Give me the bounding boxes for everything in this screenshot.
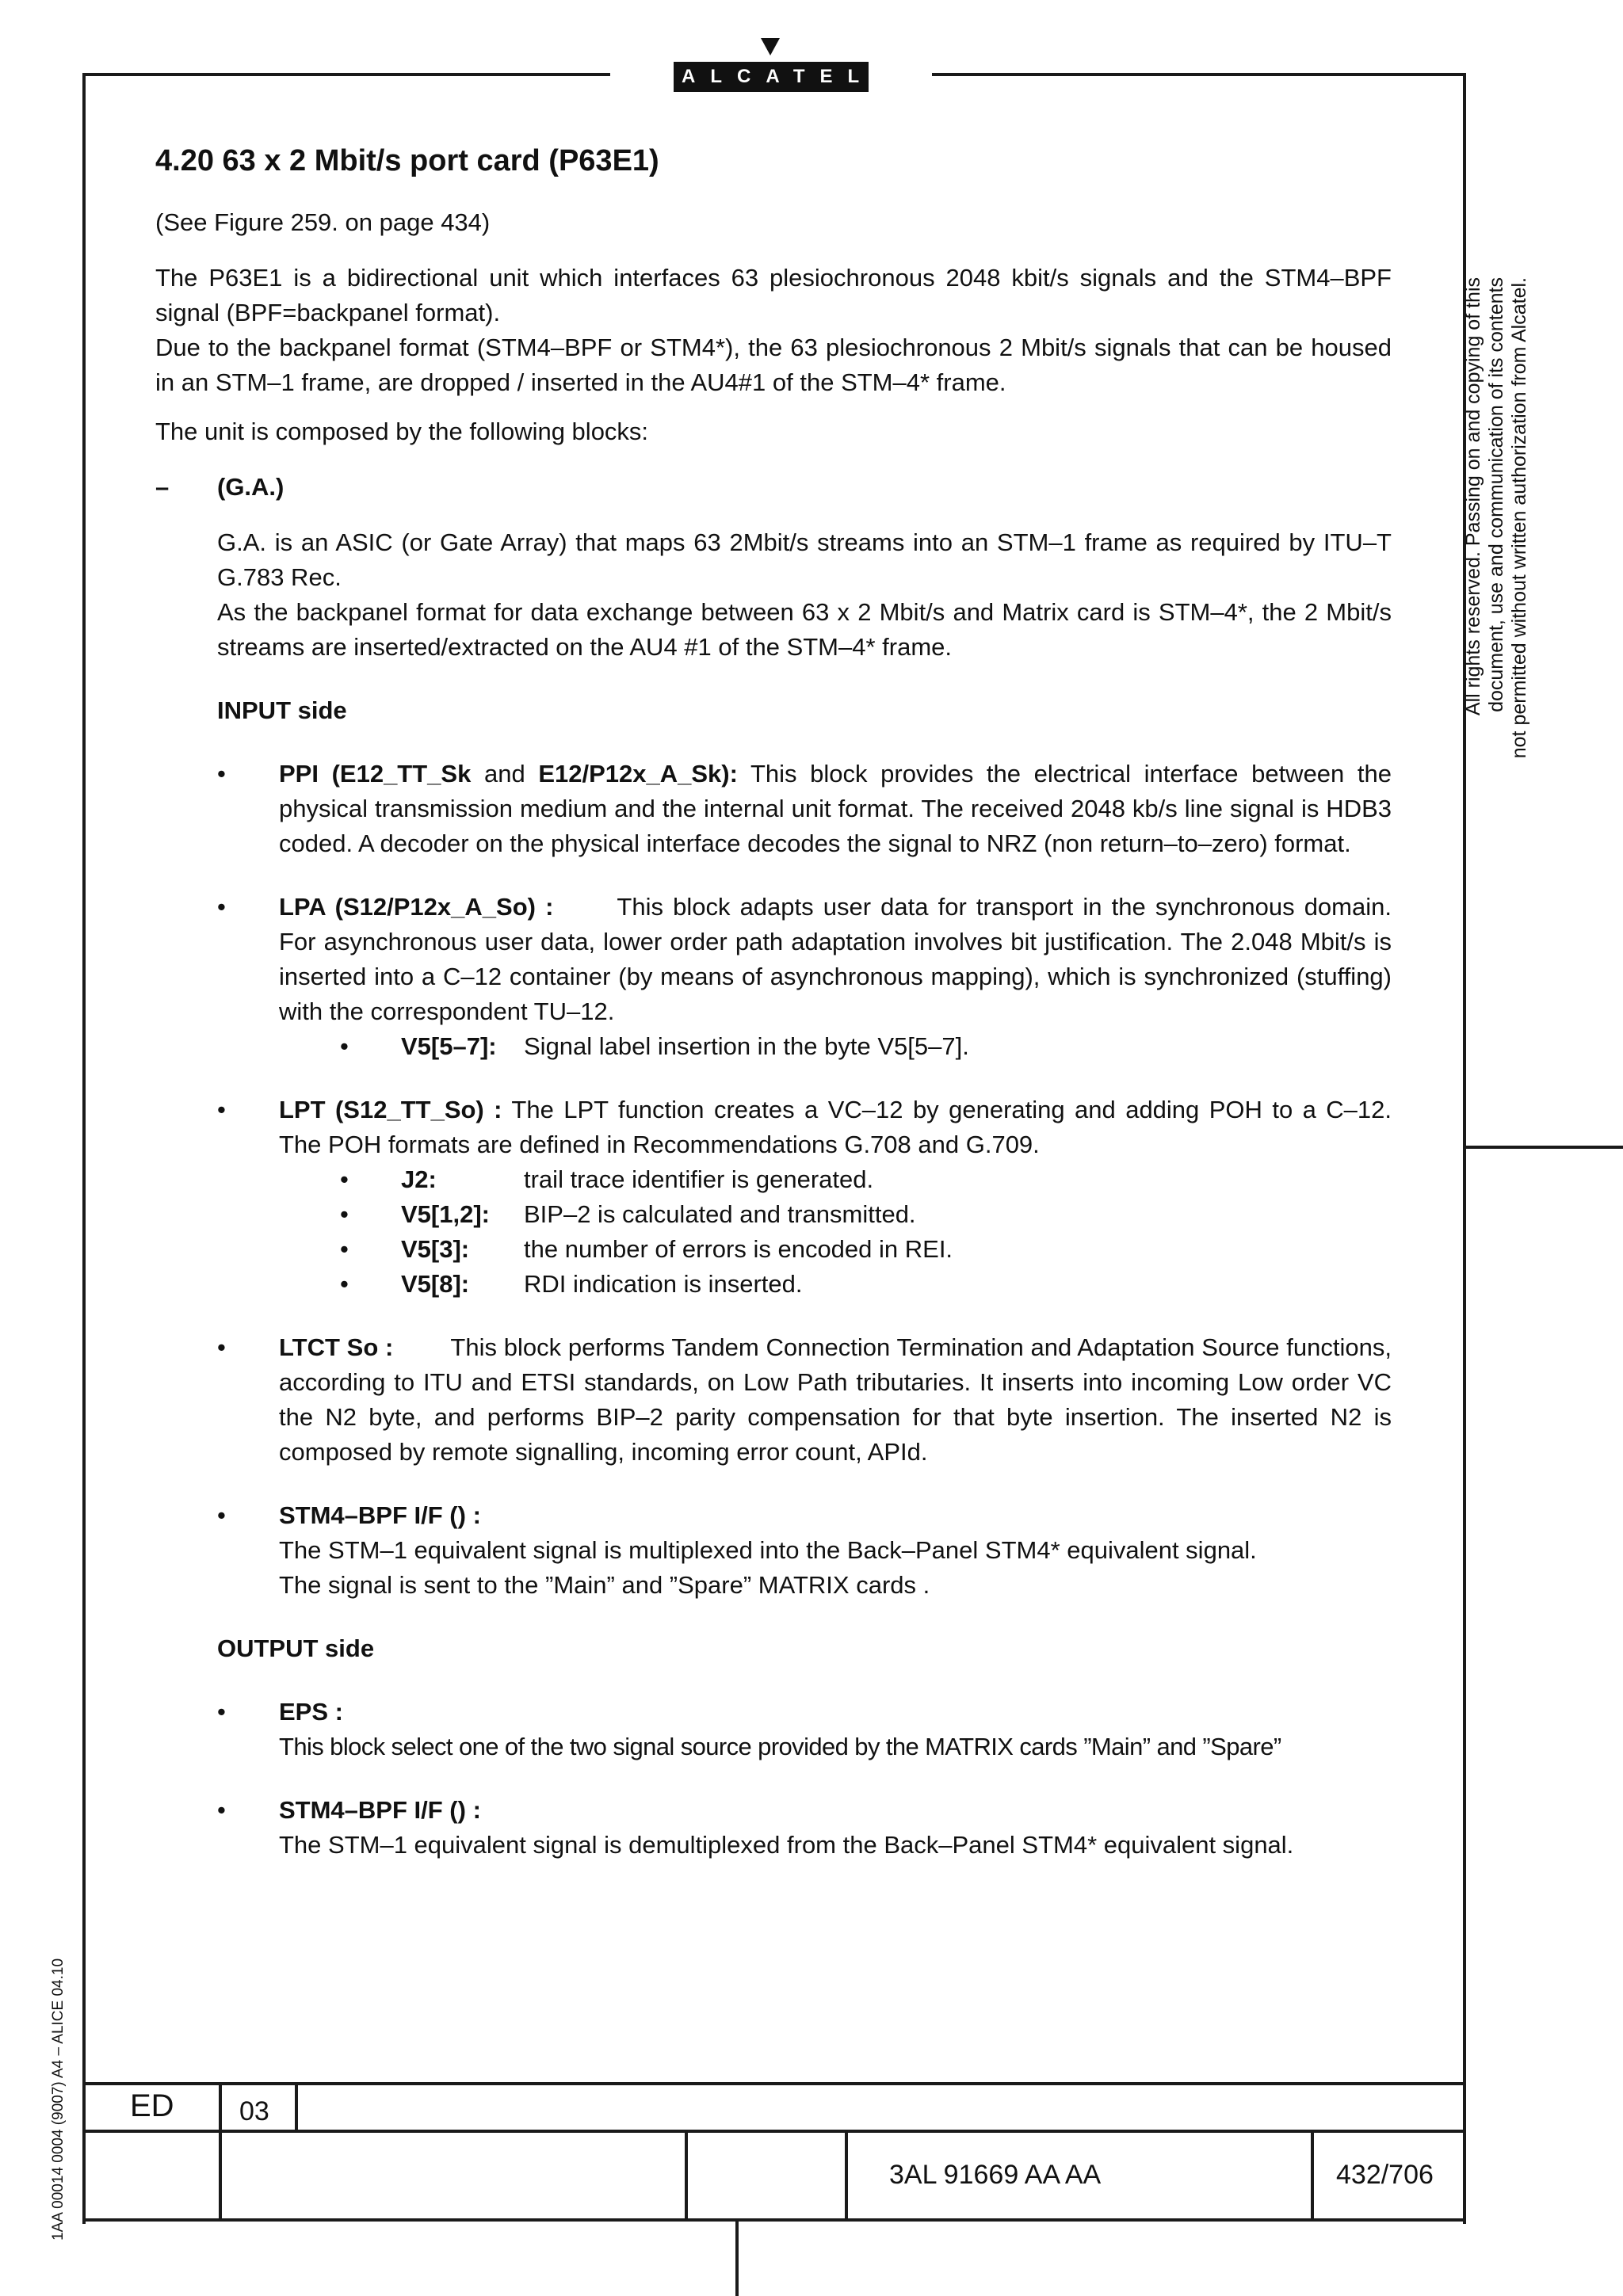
bullet-marker: • [340,1270,349,1298]
bullet-marker: • [340,1200,349,1228]
lpa-key: LPA (S12/P12x_A_So) : [279,893,554,921]
intro-paragraph-3: The unit is composed by the following blocks: [155,418,649,445]
lpt-key: LPT (S12_TT_So) : [279,1096,502,1123]
bullet-marker: • [340,1032,349,1060]
bullet-marker: • [340,1165,349,1193]
lpa-text: This block adapts user data for transport in the synchronous domain. For asynchronous user data, lower order path adaptation involves bit justification. The 2.048 Mbit/s is inserted into a C–12 container (by means of asynchronous mapping), which is synchronized (stuffing) with the correspondent TU–12. [279,893,1392,1025]
stm4-input-line-2: The signal is sent to the ”Main” and ”Spare” MATRIX cards . [279,1571,930,1599]
dash-marker: – [155,473,170,501]
sub-value: RDI indication is inserted. [524,1270,803,1298]
footer-divider [1311,2130,1314,2222]
footer-stem [735,2218,739,2296]
footer-divider [295,2082,298,2130]
lpt-sub-item [217,1267,1392,1302]
ga-paragraph-1: G.A. is an ASIC (or Gate Array) that maps 63 2Mbit/s streams into an STM–1 frame as required by ITU–T G.783 Rec. [217,528,1392,591]
frame-top-left [82,73,610,76]
lpt-sub-item [217,1162,1392,1197]
sub-key: V5[8]: [401,1270,470,1298]
copyright-line-2: document, use and communication of its contents [1485,277,1507,712]
logo-text: ALCATEL [674,62,869,92]
ga-paragraph-2: As the backpanel format for data exchange between 63 x 2 Mbit/s and Matrix card is STM–4*, the 2 Mbit/s streams are inserted/extracted on the AU4 #1 of the STM–4* frame. [217,598,1392,661]
stm4-output-key: STM4–BPF I/F () : [279,1796,481,1824]
ga-item [155,470,1392,505]
lpt-sub-item [217,1197,1392,1232]
lpa-item [217,890,1392,1029]
ltct-key: LTCT So : [279,1333,394,1361]
intro-paragraph-2: Due to the backpanel format (STM4–BPF or STM4*), the 63 plesiochronous 2 Mbit/s signals that can be housed in an STM–1 frame, are dropped / inserted in the AU4#1 of the STM–4* frame. [155,334,1392,396]
bullet-marker: • [217,893,226,921]
ppi-key-1: PPI (E12_TT_Sk [279,760,472,788]
footer-divider [219,2082,222,2222]
ed-label: ED [130,2088,174,2123]
stm4-output-text: The STM–1 equivalent signal is demultiplexed from the Back–Panel STM4* equivalent signal. [279,1831,1294,1859]
stm4-input-item [217,1498,1392,1603]
bullet-marker: • [217,760,226,788]
sub-value: BIP–2 is calculated and transmitted. [524,1200,916,1228]
see-figure-ref: (See Figure 259. on page 434) [155,208,491,236]
eps-text: This block select one of the two signal source provided by the MATRIX cards ”Main” and ”Spare” [279,1733,1281,1760]
input-side-title: INPUT side [217,696,347,724]
ppi-item [217,757,1392,861]
sub-key: V5[3]: [401,1235,470,1263]
copyright-line-3: not permitted without written authorization from Alcatel. [1508,277,1530,759]
sub-key: J2: [401,1165,437,1193]
sub-value: the number of errors is encoded in REI. [524,1235,953,1263]
footer-divider [845,2130,848,2222]
eps-key: EPS : [279,1698,343,1726]
copyright-note [1462,277,1531,784]
lpt-item [217,1093,1392,1162]
ppi-text: This block provides the electrical interface between the physical transmission medium and the internal unit format. The received 2048 kb/s line signal is HDB3 coded. A decoder on the physical interface decodes the signal to NRZ (non return–to–zero) format. [279,760,1392,857]
sub-key: V5[1,2]: [401,1200,490,1228]
bullet-marker: • [217,1698,226,1726]
intro-paragraph-1: The P63E1 is a bidirectional unit which interfaces 63 plesiochronous 2048 kbit/s signals and the STM4–BPF signal (BPF=backpanel format). [155,264,1392,326]
ltct-text: This block performs Tandem Connection Termination and Adaptation Source functions, according to ITU and ETSI standards, on Low Path tributaries. It inserts into incoming Low order VC the N2 byte, and performs BIP–2 parity compensation for that byte insertion. The inserted N2 is composed by remote signalling, incoming error count, APId. [279,1333,1392,1466]
ppi-key-2: E12/P12x_A_Sk): [538,760,738,788]
bullet-marker: • [217,1501,226,1529]
footer-line-mid [82,2130,1466,2133]
lpt-sub-item [217,1232,1392,1267]
sub-key: V5[5–7]: [401,1032,497,1060]
frame-left [82,73,86,2224]
output-side-title: OUTPUT side [217,1634,375,1662]
sub-value: Signal label insertion in the byte V5[5–7]. [524,1032,969,1060]
bullet-marker: • [217,1796,226,1824]
lpt-text: The LPT function creates a VC–12 by generating and adding POH to a C–12. The POH formats are defined in Recommendations G.708 and G.709. [279,1096,1392,1158]
document-code: 3AL 91669 AA AA [889,2160,1102,2190]
frame-top-right [932,73,1466,76]
alcatel-logo [674,38,875,95]
bullet-marker: • [217,1096,226,1123]
stm4-input-key: STM4–BPF I/F () : [279,1501,481,1529]
bullet-marker: • [217,1333,226,1361]
stm4-input-line-1: The STM–1 equivalent signal is multiplexed into the Back–Panel STM4* equivalent signal. [279,1536,1257,1564]
logo-triangle-icon [761,38,780,55]
eps-item [217,1695,1392,1764]
ed-value: 03 [239,2096,269,2126]
page-number: 432/706 [1336,2160,1434,2190]
footer-line-top [82,2082,1466,2085]
ltct-item [217,1330,1392,1470]
sub-value: trail trace identifier is generated. [524,1165,874,1193]
page-content [155,144,1392,1863]
form-code: 1AA 00014 0004 (9007) A4 – ALICE 04.10 [50,1958,67,2241]
ga-title: (G.A.) [217,473,285,501]
margin-tick [1463,1146,1623,1149]
footer-line-bottom [82,2218,1466,2222]
lpa-sub-item [217,1029,1392,1064]
footer-divider [685,2130,688,2222]
bullet-marker: • [340,1235,349,1263]
stm4-output-item [217,1793,1392,1863]
ppi-and: and [471,760,539,788]
section-title: 4.20 63 x 2 Mbit/s port card (P63E1) [155,144,659,177]
copyright-line-1: All rights reserved. Passing on and copying of this [1462,277,1484,716]
